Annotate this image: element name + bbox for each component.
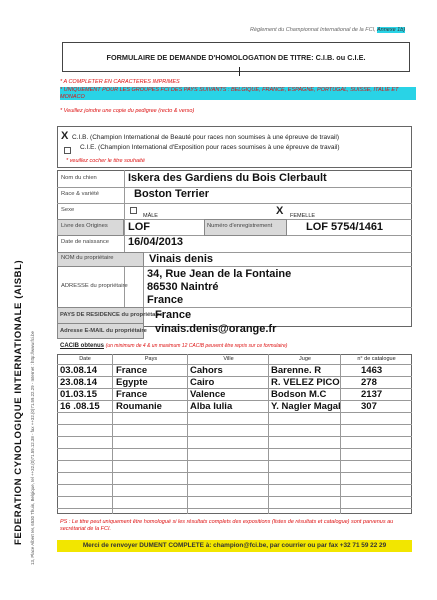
origins-label: Livre des Origines — [61, 223, 108, 229]
address-label: ADRESSE du propriétaire — [61, 283, 128, 289]
title-note: * veuillez cocher le titre souhaité — [66, 158, 145, 164]
dob-label: Date de naissance — [61, 239, 110, 245]
cacib-cell[interactable]: Alba Iulia — [190, 401, 233, 412]
breed-value[interactable]: Boston Terrier — [134, 188, 209, 200]
cacib-header-cell: Pays — [144, 356, 158, 362]
dob-value[interactable]: 16/04/2013 — [128, 236, 184, 248]
cacib-cell[interactable]: Y. Nagler Magal — [271, 401, 341, 412]
cacib-cell[interactable]: Egypte — [116, 377, 148, 388]
address-line1[interactable]: 34, Rue Jean de la Fontaine — [147, 268, 292, 280]
cacib-cell[interactable]: Cairo — [190, 377, 215, 388]
origins-value[interactable]: LOF — [128, 221, 150, 233]
sex-label: Sexe — [61, 207, 75, 213]
cacib-cell[interactable]: Barenne. R — [271, 365, 322, 376]
cacib-row-line — [57, 508, 412, 509]
cacib-col-line — [112, 354, 113, 514]
return-note[interactable]: Merci de renvoyer DUMENT COMPLETE à: champion@fci.be, par courrier ou par fax +32 71 59 22 29 — [82, 542, 387, 549]
cacib-row-line — [57, 412, 412, 413]
cacib-row-line — [57, 400, 412, 401]
instruction-pedigree: * Veuillez joindre une copie du pedigree (recto & verso) — [60, 108, 195, 114]
name-label: Nom du chien — [61, 175, 97, 181]
reg-value[interactable]: LOF 5754/1461 — [306, 221, 384, 233]
cacib-row-line — [57, 460, 412, 461]
cacib-row-line — [57, 436, 412, 437]
cacib-row-line — [57, 376, 412, 377]
cacib-cell[interactable]: Roumanie — [116, 401, 162, 412]
cacib-cell[interactable]: 01.03.15 — [60, 389, 97, 400]
owner-label: NOM du propriétaire — [61, 255, 114, 261]
cacib-row-line — [57, 448, 412, 449]
address-line2[interactable]: 86530 Naintré — [147, 281, 219, 293]
cacib-note: (un minimum de 4 & un maximum 12 CACIB peuvent être repris sur ce formulaire) — [105, 343, 288, 349]
country-label: PAYS DE RESIDENCE du propriétaire — [60, 312, 163, 318]
dog-form — [57, 170, 412, 327]
regulation-header — [250, 27, 405, 34]
cib-option: C.I.B. (Champion International de Beauté pour races non soumises à une épreuve de travail) — [72, 134, 340, 141]
cacib-col-line — [187, 354, 188, 514]
return-bar — [57, 540, 412, 552]
country-value[interactable]: France — [155, 309, 192, 321]
cacib-cell[interactable]: 03.08.14 — [60, 365, 97, 376]
cacib-cell[interactable]: France — [116, 389, 148, 400]
cacib-row-line — [57, 424, 412, 425]
cacib-cell[interactable]: 2137 — [361, 389, 383, 400]
cacib-cell[interactable]: 16 .08.15 — [60, 401, 100, 412]
cacib-cell[interactable]: Bodson M.C — [271, 389, 327, 400]
cacib-cell[interactable]: R. VELEZ PICO — [271, 377, 340, 388]
cacib-cell[interactable]: France — [116, 365, 148, 376]
cacib-cell[interactable]: Valence — [190, 389, 226, 400]
reg-label: Numéro d'enregistrement — [207, 223, 273, 229]
instruction-printed: * A COMPLETER EN CARACTERES IMPRIMES — [60, 79, 180, 85]
female-checkbox[interactable]: X — [276, 205, 284, 217]
cacib-col-line — [268, 354, 269, 514]
org-address: 13, Place Albert Ier, 6530 Thuin, Belgique, tel ++32.(0)71.59.12.38 - fax ++32.(0)71.59.22.29 - Internet : http://www.fci.be — [30, 331, 35, 565]
female-label: FEMELLE — [290, 213, 316, 219]
owner-value[interactable]: Vinais denis — [149, 253, 213, 265]
title-selection-box — [57, 126, 412, 168]
instruction-countries: * UNIQUEMENT POUR LES GROUPES FCI DES PAYS SUIVANTS : BELGIQUE, FRANCE, ESPAGNE, PORTUGAL, SUISSE, ITALIE ET MONACO — [60, 87, 416, 100]
cie-checkbox[interactable] — [64, 147, 71, 154]
address-line3[interactable]: France — [147, 294, 184, 306]
cacib-header-cell: Juge — [299, 356, 311, 362]
male-label: MÂLE — [143, 213, 158, 219]
sidebar — [0, 0, 52, 600]
cacib-cell[interactable]: 307 — [361, 401, 377, 412]
cie-option: C.I.E. (Champion International d'Exposition pour races soumises à une épreuve de travail) — [80, 144, 340, 151]
form-divider — [57, 187, 412, 188]
email-value[interactable]: vinais.denis@orange.fr — [155, 323, 277, 335]
cacib-cell[interactable]: Cahors — [190, 365, 223, 376]
org-name: FEDERATION CYNOLOGIQUE INTERNATIONALE (AISBL) — [13, 259, 24, 545]
ps-note: PS : Le titre peut uniquement être homologué si les résultats complets des expositions (listes de résultats et catalogue) sont parvenus au secrétariat de la FCI. — [60, 519, 394, 532]
breed-label: Race & variété — [61, 191, 100, 197]
cacib-cell[interactable]: 278 — [361, 377, 377, 388]
page-title: FORMULAIRE DE DEMANDE D'HOMOLOGATION DE TITRE: C.I.B. ou C.I.E. — [106, 53, 366, 62]
email-label: Adresse E-MAIL du propriétaire — [60, 328, 147, 334]
cacib-row-line — [57, 484, 412, 485]
cacib-row-line — [57, 496, 412, 497]
cacib-row-line — [57, 472, 412, 473]
title-box — [62, 42, 410, 72]
cacib-cell[interactable]: 23.08.14 — [60, 377, 97, 388]
cacib-table — [57, 354, 412, 514]
cacib-row-line — [57, 364, 412, 365]
label-separator — [124, 170, 125, 327]
form-divider — [57, 203, 412, 204]
cacib-row-line — [57, 388, 412, 389]
regulation-text: Règlement du Championnat International de la FCI, — [250, 27, 376, 33]
annex-badge: Annexe 1b) — [377, 27, 406, 33]
cib-checkbox[interactable]: X — [61, 130, 69, 142]
cacib-header-cell: Date — [79, 356, 91, 362]
cacib-header-cell: Ville — [223, 356, 234, 362]
title-cursor — [239, 67, 240, 76]
cacib-title: CACIB obtenus — [60, 343, 104, 349]
cacib-col-line — [340, 354, 341, 514]
cacib-heading — [60, 343, 287, 349]
male-checkbox[interactable] — [130, 207, 137, 214]
name-value[interactable]: Iskera des Gardiens du Bois Clerbault — [128, 172, 327, 184]
cacib-cell[interactable]: 1463 — [361, 365, 383, 376]
cacib-header-cell: n° de catalogue — [357, 356, 396, 362]
